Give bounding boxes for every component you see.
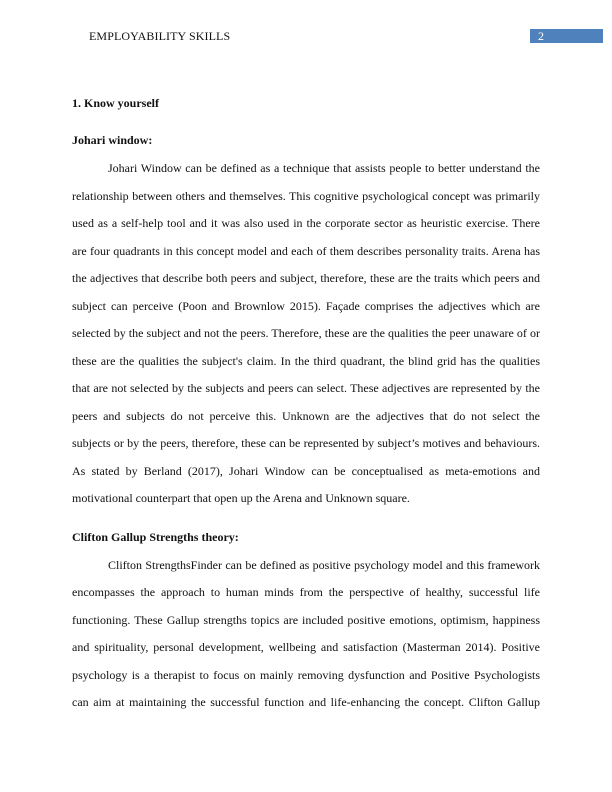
text-line: selected by the subject and not the peers. Therefore, these are the qualities the peer unaware of or xyxy=(72,326,540,340)
text-line: these are the qualities the subject's claim. In the third quadrant, the blind grid has the qualities xyxy=(72,353,540,368)
text-line: Johari Window can be defined as a technique that assists people to better understand the xyxy=(108,161,540,175)
text-line: subjects or by the peers, therefore, these can be represented by subject’s motives and behaviours. xyxy=(72,436,540,450)
text-line: can aim at maintaining the successful function and life-enhancing the concept. Clifton Gallup xyxy=(72,695,540,709)
text-line: that are not selected by the subjects and peers can select. These adjectives are represented by the xyxy=(72,381,540,395)
text-line: psychology is a therapist to focus on mainly removing dysfunction and Positive Psychologists xyxy=(72,667,540,682)
text-line: are four quadrants in this concept model and each of them describes personality traits. Arena has xyxy=(72,243,540,258)
text-line: Clifton StrengthsFinder can be defined as positive psychology model and this framework xyxy=(108,557,540,572)
text-line: peers and subjects do not perceive this. Unknown are the adjectives that do not select the xyxy=(72,408,540,423)
text-line: encompasses the approach to human minds from the perspective of healthy, successful life xyxy=(72,585,540,599)
text-line: motivational counterpart that open up the Arena and Unknown square. xyxy=(72,491,410,505)
clifton-heading: Clifton Gallup Strengths theory: xyxy=(72,530,239,544)
text-line: subject can perceive (Poon and Brownlow 2015). Façade comprises the adjectives which are xyxy=(72,298,540,313)
text-line: the adjectives that describe both peers and subject, therefore, these are the traits which peers and xyxy=(72,271,540,285)
text-line: and spirituality, personal development, wellbeing and satisfaction (Masterman 2014). Positive xyxy=(72,640,540,654)
text-line: functioning. These Gallup strengths topics are included positive emotions, optimism, happiness xyxy=(72,612,540,627)
running-head: EMPLOYABILITY SKILLS xyxy=(89,29,231,43)
text-line: used as a self-help tool and it was also used in the corporate sector as heuristic exercise. There xyxy=(72,216,540,230)
text-line: relationship between others and themselves. This cognitive psychological concept was primarily xyxy=(72,188,540,203)
page-number-badge: 2 xyxy=(530,29,603,43)
johari-heading: Johari window: xyxy=(72,133,153,147)
text-line: As stated by Berland (2017), Johari Window can be conceptualised as meta-emotions and xyxy=(72,463,540,478)
section-title: 1. Know yourself xyxy=(72,96,159,110)
